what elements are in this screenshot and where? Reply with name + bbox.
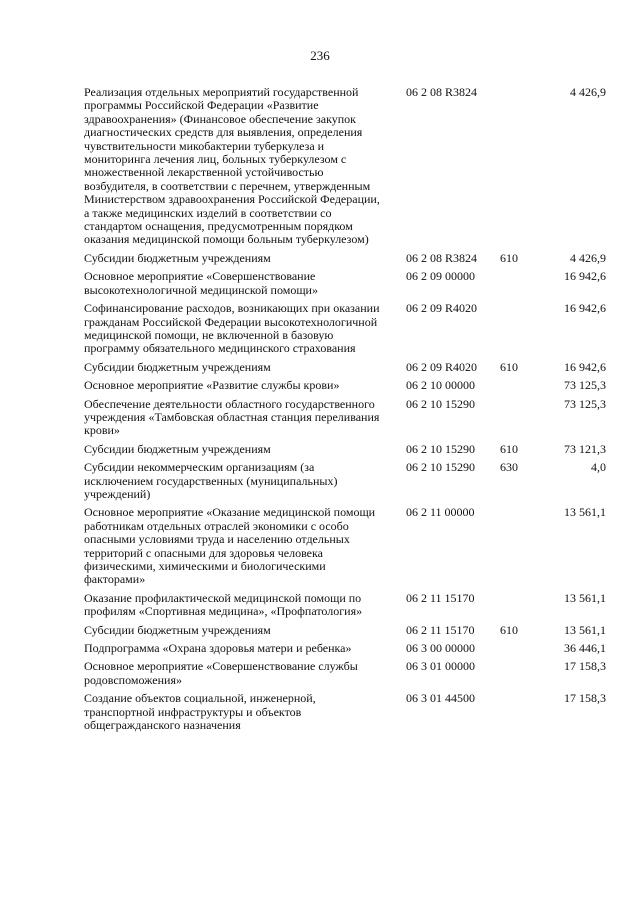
row-description: Обеспечение деятельности областного государственного учреждения «Тамбовская областная станция переливания крови» bbox=[84, 396, 380, 438]
row-amount: 13 561,1 bbox=[564, 505, 606, 520]
row-code: 06 3 00 00000 bbox=[406, 641, 475, 656]
row-type: 610 bbox=[500, 441, 518, 456]
row-description: Реализация отдельных мероприятий государственной программы Российской Федерации «Развитие здравоохранения» (Финансовое обеспечение закупок диагностических средств для выявления, определения чувствительности микобактерии туберкулеза и мониторинга лечения лиц, больных туберкулезом с множественной лекарственной устойчивостью возбудителя, в соответствии с перечнем, утвержденным Министерством здравоохранения Российской Федерации, а также медицинских изделий в соответствии со стандартом оснащения, предусмотренным порядком оказания медицинской помощи больным туберкулезом) bbox=[84, 85, 380, 247]
row-description: Софинансирование расходов, возникающих при оказании гражданам Российской Федерации высокотехнологичной медицинской помощи, не включенной в базовую программу обязательного медицинского страхования bbox=[84, 301, 380, 356]
row-amount: 4,0 bbox=[591, 460, 606, 475]
table-row bbox=[84, 692, 606, 732]
table-row bbox=[84, 379, 606, 392]
row-description: Основное мероприятие «Развитие службы крови» bbox=[84, 378, 340, 393]
row-description: Субсидии бюджетным учреждениям bbox=[84, 359, 271, 374]
row-amount: 13 561,1 bbox=[564, 590, 606, 605]
row-description: Субсидии бюджетным учреждениям bbox=[84, 622, 271, 637]
row-code: 06 2 11 15170 bbox=[406, 622, 475, 637]
table-row bbox=[84, 270, 606, 297]
row-amount: 13 561,1 bbox=[564, 622, 606, 637]
table-row bbox=[84, 461, 606, 501]
row-code: 06 2 10 15290 bbox=[406, 460, 475, 475]
row-code: 06 2 09 00000 bbox=[406, 269, 475, 284]
page-number: 236 bbox=[310, 48, 330, 63]
table-row bbox=[84, 660, 606, 687]
row-code: 06 2 08 R3824 bbox=[406, 85, 478, 99]
row-amount: 4 426,9 bbox=[570, 85, 606, 99]
row-description: Субсидии бюджетным учреждениям bbox=[84, 441, 271, 456]
table-row bbox=[84, 361, 606, 374]
row-code: 06 2 11 15170 bbox=[406, 590, 475, 605]
row-code: 06 2 09 R4020 bbox=[406, 301, 478, 316]
table-row bbox=[84, 592, 606, 619]
row-code: 06 2 10 15290 bbox=[406, 441, 475, 456]
row-amount: 17 158,3 bbox=[564, 691, 606, 706]
row-amount: 36 446,1 bbox=[564, 641, 606, 656]
row-amount: 73 121,3 bbox=[564, 441, 606, 456]
table-row bbox=[84, 443, 606, 456]
row-code: 06 2 08 R3824 bbox=[406, 250, 478, 265]
row-amount: 73 125,3 bbox=[564, 378, 606, 393]
table-row bbox=[84, 252, 606, 265]
row-code: 06 2 09 R4020 bbox=[406, 359, 478, 374]
row-type: 610 bbox=[500, 250, 518, 265]
row-code: 06 2 10 00000 bbox=[406, 378, 475, 393]
row-description: Создание объектов социальной, инженерной, транспортной инфраструктуры и объектов общегражданского назначения bbox=[84, 691, 316, 733]
row-code: 06 2 11 00000 bbox=[406, 505, 475, 520]
row-description: Субсидии бюджетным учреждениям bbox=[84, 250, 271, 265]
row-code: 06 3 01 00000 bbox=[406, 659, 475, 674]
row-description: Оказание профилактической медицинской помощи по профилям «Спортивная медицина», «Профпатология» bbox=[84, 590, 363, 619]
row-amount: 4 426,9 bbox=[570, 250, 606, 265]
row-description: Основное мероприятие «Совершенствование высокотехнологичной медицинской помощи» bbox=[84, 269, 318, 297]
row-description: Субсидии некоммерческим организациям (за исключением государственных (муниципальных) учреждений) bbox=[84, 460, 338, 501]
table-row bbox=[84, 398, 606, 438]
row-code: 06 3 01 44500 bbox=[406, 691, 475, 706]
table-row bbox=[84, 642, 606, 655]
row-amount: 16 942,6 bbox=[564, 269, 606, 284]
row-type: 610 bbox=[500, 622, 518, 637]
budget-table bbox=[84, 86, 606, 737]
table-row bbox=[84, 624, 606, 637]
row-type: 630 bbox=[500, 460, 518, 475]
row-code: 06 2 10 15290 bbox=[406, 396, 475, 411]
table-row bbox=[84, 506, 606, 586]
row-type: 610 bbox=[500, 359, 518, 374]
row-amount: 16 942,6 bbox=[564, 301, 606, 316]
row-amount: 73 125,3 bbox=[564, 396, 606, 411]
row-description: Основное мероприятие «Совершенствование службы родовспоможения» bbox=[84, 659, 358, 687]
table-row bbox=[84, 302, 606, 356]
table-row bbox=[84, 86, 606, 247]
row-amount: 16 942,6 bbox=[564, 359, 606, 374]
row-amount: 17 158,3 bbox=[564, 659, 606, 674]
row-description: Подпрограмма «Охрана здоровья матери и ребенка» bbox=[84, 641, 352, 656]
row-description: Основное мероприятие «Оказание медицинской помощи работникам отдельных отраслей экономики с особо опасными условиями труда и населению отдельных территорий с опасными для здоровья человека физическими, химическими и биологическими факторами» bbox=[84, 505, 376, 587]
